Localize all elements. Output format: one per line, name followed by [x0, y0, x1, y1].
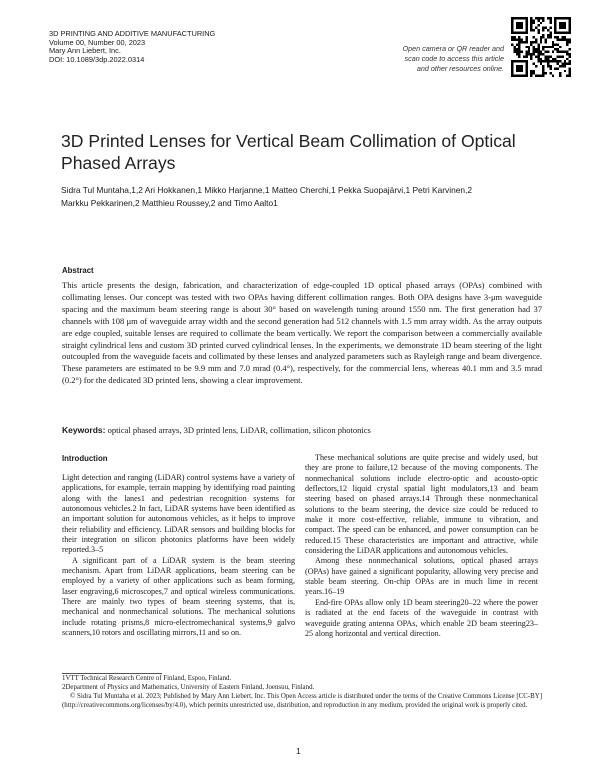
footnotes — [62, 675, 542, 711]
qr-note: Open camera or QR reader and scan code to access this article and other resources online. — [402, 44, 504, 73]
intro-column-right — [305, 453, 538, 639]
author-line-1: Sidra Tul Muntaha,1,2 Ari Hokkanen,1 Mikko Harjanne,1 Matteo Cherchi,1 Pekka Suopajärvi,1 Petri Karvinen,2 — [61, 185, 473, 195]
affiliation-2: 2Department of Physics and Mathematics, University of Eastern Finland, Joensuu, Finland. — [62, 683, 315, 691]
abstract-text: This article presents the design, fabrication, and characterization of edge-coupled 1D optical phased arrays (OPAs) combined with collimating lenses. Our concept was tested with two OPAs having different collimation ranges. Both OPA designs have 3-μm waveguide spacing and the maximum beam steering range is about 30° based on wavelength tuning around 1550 nm. The first generation had 37 channels with 108 μm of waveguide array width and the second generation had 512 channels with 1.5 mm array width. As the array outputs are edge coupled, suitable lenses are required to collimate the beam vertically. We report the comparison between a commercially available straight cylindrical lens and custom 3D printed curved cylindrical lenses. In the experiments, we demonstrate 1D beam steering of the light outcoupled from the waveguide facets and collimated by these lenses and analyzed parameters such as Rayleigh range and beam divergence. These parameters are estimated to be 9.9 mm and 7.0 mrad (0.4°), respectively, for the commercial lens, whereas 40.1 mm and 3.5 mrad (0.2°) for the dedicated 3D printed lens, showing a clear improvement. — [62, 280, 542, 386]
affiliation-1: 1VTT Technical Research Centre of Finland, Espoo, Finland. — [62, 675, 232, 682]
paragraph: Light detection and ranging (LiDAR) control systems have a variety of applications, for example, terrain mapping by identifying road painting along with the lanes1 and pedestrian recognition systems for autonomous vehicles.2 In fact, LiDAR systems have been identified as an important solution for autonomous vehicles, as it helps to improve their reliability and efficiency. LiDAR sensors and building blocks for their integration on silicon photonics platforms have been widely reported.3–5 — [62, 473, 295, 555]
footnote-divider — [62, 673, 162, 674]
page-number: 1 — [296, 746, 301, 756]
intro-column-left — [62, 473, 295, 639]
paragraph: A significant part of a LiDAR system is the beam steering mechanism. Apart from LiDAR applications, beam steering can be employed by a variety of other applications such as beam forming, laser engraving,6 microscopes,7 and optical wireless communications. There are mainly two types of beam steering systems, that is, mechanical and nonmechanical solutions. The mechanical solutions include rotating prisms,8 micro-electromechanical systems,9 galvo scanners,10 rotors and oscillating mirrors,11 and so on. — [62, 555, 295, 638]
keywords-label: Keywords: — [62, 425, 106, 435]
introduction-heading: Introduction — [62, 454, 108, 463]
author-list — [61, 184, 561, 211]
keywords — [62, 425, 542, 435]
journal-header — [49, 30, 349, 64]
article-title: 3D Printed Lenses for Vertical Beam Collimation of Optical Phased Arrays — [61, 131, 516, 173]
qr-code-icon[interactable] — [511, 17, 571, 77]
paragraph: These mechanical solutions are quite precise and widely used, but they are prone to failure,12 because of the moving components. The nonmechanical solutions include electro-optic and acousto-optic deflectors,12 liquid crystal spatial light modulators,13 and beam steering based on phased arrays.14 Through these nonmechanical solutions to the beam steering, the device size could be reduced to make it more cost-effective, reliable, immune to vibration, and compact. The speed can be enhanced, and power consumption can be reduced.15 These characteristics are important and attractive, while considering the LiDAR applications and autonomous vehicles. — [305, 453, 538, 556]
paragraph: Among these nonmechanical solutions, optical phased arrays (OPAs) have gained a significant popularity, allowing very precise and stable beam steering. On-chip OPAs are in much lime in recent years.16–19 — [305, 556, 538, 597]
paragraph: End-fire OPAs allow only 1D beam steering20–22 where the power is radiated at the end facets of the waveguide in contrast with waveguide grating antenna OPAs, which enable 2D beam steering23–25 along horizontal and vertical direction. — [305, 597, 538, 638]
article-doi[interactable]: DOI: 10.1089/3dp.2022.0314 — [49, 54, 145, 64]
author-line-2: Markku Pekkarinen,2 Matthieu Roussey,2 and Timo Aalto1 — [61, 198, 278, 209]
license-statement: © Sidra Tul Muntaha et al. 2023; Published by Mary Ann Liebert, Inc. This Open Access article is distributed under the terms of the Creative Commons License [CC-BY] (http://creativecommons.org/licenses/by/4.0), which permits unrestricted use, distribution, and reproduction in any medium, provided the original work is properly cited. — [62, 692, 542, 709]
abstract-heading: Abstract — [62, 266, 94, 275]
keywords-text: optical phased arrays, 3D printed lens, LiDAR, collimation, silicon photonics — [107, 425, 371, 435]
journal-volume: Volume 00, Number 00, 2023 — [49, 37, 146, 47]
journal-name: 3D PRINTING AND ADDITIVE MANUFACTURING — [49, 29, 216, 38]
journal-publisher: Mary Ann Liebert, Inc. — [49, 46, 121, 56]
